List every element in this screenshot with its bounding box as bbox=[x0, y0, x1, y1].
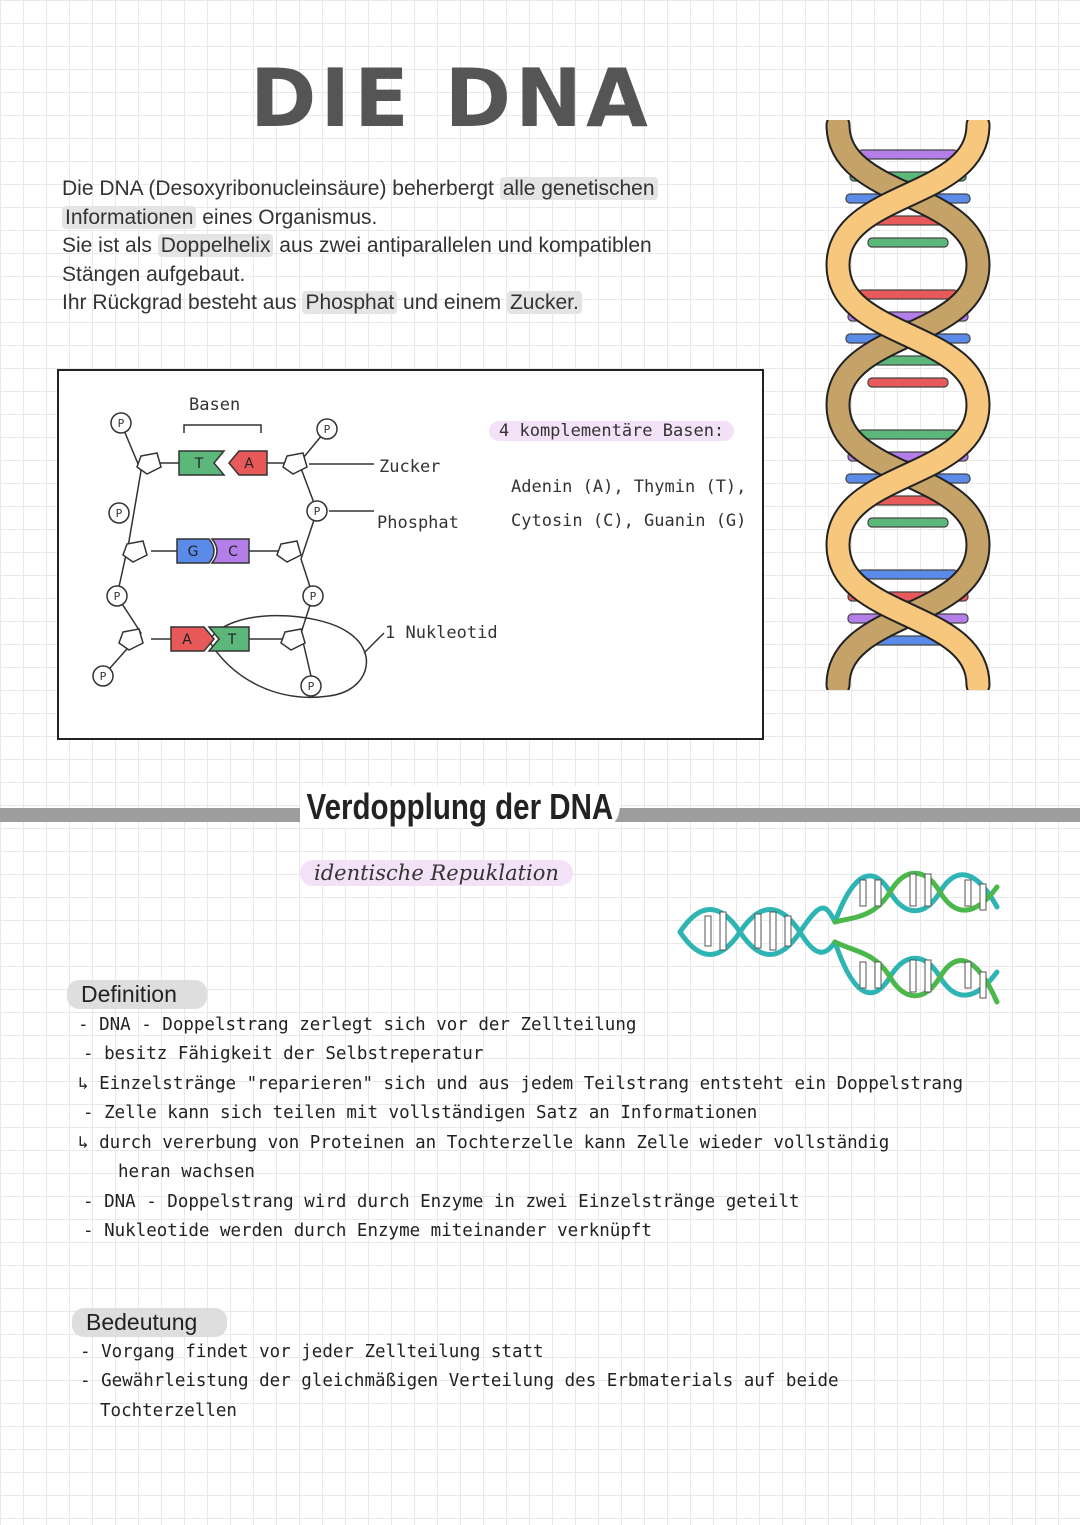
basen-label: Basen bbox=[189, 395, 241, 415]
rung bbox=[980, 884, 986, 910]
rung bbox=[770, 912, 776, 950]
intro-text: Stängen aufgebaut. bbox=[62, 262, 246, 286]
bases-line-2: Cytosin (C), Guanin (G) bbox=[511, 511, 747, 531]
rung bbox=[925, 874, 931, 906]
phosphate-label: P bbox=[115, 507, 123, 520]
intro-highlight: Informationen bbox=[62, 206, 196, 229]
base-pair-1 bbox=[179, 451, 267, 475]
intro-highlight: alle genetischen bbox=[500, 177, 658, 200]
helix-rung bbox=[858, 570, 958, 579]
definition-line: - besitz Fähigkeit der Selbstreperatur bbox=[83, 1044, 484, 1064]
phosphat-label: Phosphat bbox=[377, 513, 459, 533]
bedeutung-line: - Vorgang findet vor jeder Zellteilung statt bbox=[80, 1342, 544, 1362]
intro-text: Sie ist als bbox=[62, 234, 158, 257]
base-letter: A bbox=[182, 632, 192, 648]
rung bbox=[910, 874, 916, 906]
rung bbox=[925, 960, 931, 992]
helix-rung bbox=[858, 430, 958, 439]
rung bbox=[860, 880, 866, 906]
intro-text: aus zwei antiparallelen und kompatiblen bbox=[273, 234, 652, 257]
sugar-pentagon bbox=[123, 541, 147, 562]
nucleotide-diagram-box bbox=[57, 369, 764, 740]
helix-rung bbox=[868, 378, 948, 387]
section-subtitle: identische Repuklation bbox=[300, 860, 573, 886]
section-title: Verdopplung der DNA bbox=[300, 786, 620, 828]
definition-line: ↳ durch vererbung von Proteinen an Tochterzelle kann Zelle wieder vollständig bbox=[78, 1133, 890, 1153]
sugar-pentagon bbox=[277, 541, 301, 562]
phosphate-label: P bbox=[307, 680, 315, 693]
definition-line: - DNA - Doppelstrang wird durch Enzyme in zwei Einzelstränge geteilt bbox=[83, 1192, 800, 1212]
bases-line-1: Adenin (A), Thymin (T), bbox=[511, 477, 747, 497]
bracket bbox=[184, 425, 261, 433]
rung bbox=[910, 960, 916, 992]
phosphate-label: P bbox=[323, 423, 331, 436]
rung bbox=[755, 914, 761, 948]
intro-text: eines Organismus. bbox=[196, 205, 378, 229]
zucker-label: Zucker bbox=[379, 457, 441, 477]
rung bbox=[980, 972, 986, 998]
bedeutung-heading: Bedeutung bbox=[72, 1308, 227, 1337]
rung bbox=[875, 962, 881, 988]
base-letter: A bbox=[244, 456, 254, 472]
helix-rung bbox=[868, 518, 948, 527]
phosphate-label: P bbox=[309, 590, 317, 603]
bedeutung-line: - Gewährleistung der gleichmäßigen Verteilung des Erbmaterials auf beide bbox=[80, 1371, 839, 1391]
sugar-pentagon bbox=[283, 453, 307, 474]
intro-highlight: Doppelhelix bbox=[158, 234, 274, 257]
phosphate-label: P bbox=[313, 505, 321, 518]
base-letter: T bbox=[227, 632, 237, 648]
definition-line: heran wachsen bbox=[118, 1162, 255, 1182]
intro-text: Ihr Rückgrad besteht aus bbox=[62, 291, 303, 314]
helix-rung bbox=[858, 150, 958, 159]
phosphate-label: P bbox=[113, 590, 121, 603]
pointer-nukleotid bbox=[364, 633, 384, 653]
intro-highlight: Phosphat bbox=[302, 291, 397, 314]
base-letter: G bbox=[187, 544, 199, 560]
nukleotid-label: 1 Nukleotid bbox=[385, 623, 498, 643]
rung bbox=[785, 916, 791, 946]
helix-rung bbox=[868, 238, 948, 247]
sugar-pentagon bbox=[281, 629, 305, 650]
definition-line: - Zelle kann sich teilen mit vollständigen Satz an Informationen bbox=[83, 1103, 758, 1123]
rung bbox=[720, 912, 726, 950]
bases-heading: 4 komplementäre Basen: bbox=[489, 421, 734, 441]
intro-highlight: Zucker. bbox=[507, 291, 582, 314]
phosphate-label: P bbox=[99, 670, 107, 683]
replication-illustration bbox=[675, 862, 1005, 1024]
sugar-pentagon bbox=[119, 629, 143, 650]
rung bbox=[965, 962, 971, 988]
definition-line: - DNA - Doppelstrang zerlegt sich vor der Zellteilung bbox=[78, 1015, 637, 1035]
intro-text: und einem bbox=[397, 291, 507, 314]
base-letter: T bbox=[194, 456, 204, 472]
page-title: DIE DNA bbox=[250, 52, 652, 145]
definition-line: ↳ Einzelstränge "reparieren" sich und aus jedem Teilstrang entsteht ein Doppelstrang bbox=[78, 1074, 964, 1094]
definition-line: - Nukleotide werden durch Enzyme miteinander verknüpft bbox=[83, 1221, 652, 1241]
rung bbox=[965, 880, 971, 906]
helix-rung bbox=[858, 290, 958, 299]
rung bbox=[875, 880, 881, 906]
base-left bbox=[171, 627, 214, 651]
intro-paragraph bbox=[62, 175, 762, 318]
definition-heading: Definition bbox=[67, 980, 207, 1009]
bedeutung-line: Tochterzellen bbox=[100, 1401, 237, 1421]
base-letter: C bbox=[228, 544, 238, 560]
intro-text: Die DNA (Desoxyribonucleinsäure) beherbergt bbox=[62, 177, 500, 200]
rung bbox=[705, 916, 711, 946]
rung bbox=[860, 962, 866, 988]
phosphate-label: P bbox=[117, 417, 125, 430]
dna-helix-illustration bbox=[818, 120, 998, 690]
